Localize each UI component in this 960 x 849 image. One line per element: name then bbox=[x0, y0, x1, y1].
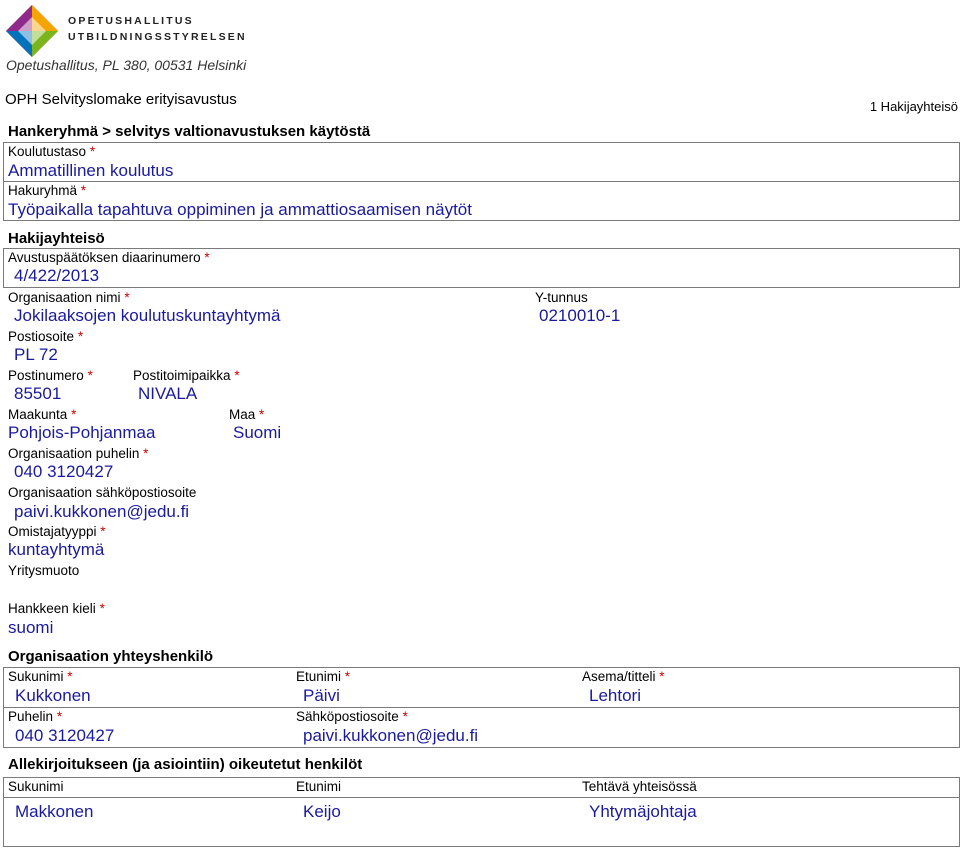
yh-asema-label: Asema/titteli * bbox=[582, 669, 665, 684]
yh-sukunimi-value: Kukkonen bbox=[15, 686, 91, 705]
maakunta-label: Maakunta * bbox=[8, 407, 77, 422]
org-address: Opetushallitus, PL 380, 00531 Helsinki bbox=[6, 57, 247, 73]
ak-tehtava-label: Tehtävä yhteisössä bbox=[582, 779, 697, 794]
yh-etunimi-label: Etunimi * bbox=[296, 669, 351, 684]
yh-email-label: Sähköpostiosoite * bbox=[296, 709, 408, 724]
yh-email-value: paivi.kukkonen@jedu.fi bbox=[303, 726, 479, 745]
ak-sukunimi-value: Makkonen bbox=[15, 802, 94, 821]
org-name-value: Jokilaaksojen koulutuskuntayhtymä bbox=[14, 306, 281, 325]
org-name-line1: OPETUSHALLITUS bbox=[68, 15, 194, 27]
yh-asema-value: Lehtori bbox=[589, 686, 641, 705]
omistajatyyppi-label: Omistajatyyppi * bbox=[8, 524, 106, 539]
org-puhelin-label: Organisaation puhelin * bbox=[8, 446, 149, 461]
yh-etunimi-value: Päivi bbox=[303, 686, 340, 705]
oph-logo-mark bbox=[4, 3, 60, 59]
maa-value: Suomi bbox=[233, 423, 282, 442]
postitoimipaikka-value: NIVALA bbox=[138, 384, 198, 403]
org-email-label: Organisaation sähköpostiosoite bbox=[8, 485, 197, 500]
org-name-label: Organisaation nimi * bbox=[8, 290, 130, 305]
org-name-line2: UTBILDNINGSSTYRELSEN bbox=[68, 31, 247, 43]
diaari-label: Avustuspäätöksen diaarinumero * bbox=[8, 250, 210, 265]
oph-logo bbox=[4, 3, 60, 59]
yritysmuoto-label: Yritysmuoto bbox=[8, 563, 80, 578]
postitoimipaikka-label: Postitoimipaikka * bbox=[133, 368, 240, 383]
ak-sukunimi-label: Sukunimi bbox=[8, 779, 64, 794]
section-title-yhteyshenkilo: Organisaation yhteyshenkilö bbox=[8, 648, 214, 665]
postiosoite-value: PL 72 bbox=[14, 345, 58, 364]
ak-etunimi-value: Keijo bbox=[303, 802, 341, 821]
hankkeen-kieli-label: Hankkeen kieli * bbox=[8, 601, 105, 616]
ak-tehtava-value: Yhtymäjohtaja bbox=[589, 802, 697, 821]
allekirjoitus-box bbox=[3, 777, 960, 847]
yh-puhelin-value: 040 3120427 bbox=[15, 726, 115, 745]
postinumero-label: Postinumero * bbox=[8, 368, 93, 383]
koulutustaso-label: Koulutustaso * bbox=[8, 144, 96, 159]
section-title-hankeryhma: Hankeryhmä > selvitys valtionavustuksen käytöstä bbox=[8, 123, 371, 140]
postinumero-value: 85501 bbox=[14, 384, 62, 403]
yhteyshenkilo-divider bbox=[3, 707, 960, 708]
section-title-hakijayhteiso: Hakijayhteisö bbox=[8, 230, 105, 247]
hakuryhma-label: Hakuryhmä * bbox=[8, 183, 87, 198]
omistajatyyppi-value: kuntayhtymä bbox=[8, 540, 105, 559]
yh-sukunimi-label: Sukunimi * bbox=[8, 669, 73, 684]
koulutustaso-value: Ammatillinen koulutus bbox=[8, 161, 174, 180]
yh-puhelin-label: Puhelin * bbox=[8, 709, 63, 724]
ytunnus-label: Y-tunnus bbox=[535, 290, 588, 305]
org-email-value: paivi.kukkonen@jedu.fi bbox=[14, 502, 190, 521]
allekirjoitus-divider bbox=[3, 797, 960, 798]
form-title: OPH Selvityslomake erityisavustus bbox=[5, 91, 237, 108]
org-puhelin-value: 040 3120427 bbox=[14, 462, 114, 481]
postiosoite-label: Postiosoite * bbox=[8, 329, 84, 344]
maa-label: Maa * bbox=[229, 407, 265, 422]
hankkeen-kieli-value: suomi bbox=[8, 618, 54, 637]
hankeryhma-divider bbox=[3, 181, 960, 182]
diaari-value: 4/422/2013 bbox=[14, 266, 100, 285]
hakuryhma-value: Työpaikalla tapahtuva oppiminen ja ammattiosaamisen näytöt bbox=[8, 200, 472, 219]
ak-etunimi-label: Etunimi bbox=[296, 779, 342, 794]
section-title-allekirjoitus: Allekirjoitukseen (ja asiointiin) oikeutetut henkilöt bbox=[8, 756, 363, 773]
ytunnus-value: 0210010-1 bbox=[539, 306, 621, 325]
maakunta-value: Pohjois-Pohjanmaa bbox=[8, 423, 156, 442]
page-indicator: 1 Hakijayhteisö bbox=[869, 99, 958, 114]
